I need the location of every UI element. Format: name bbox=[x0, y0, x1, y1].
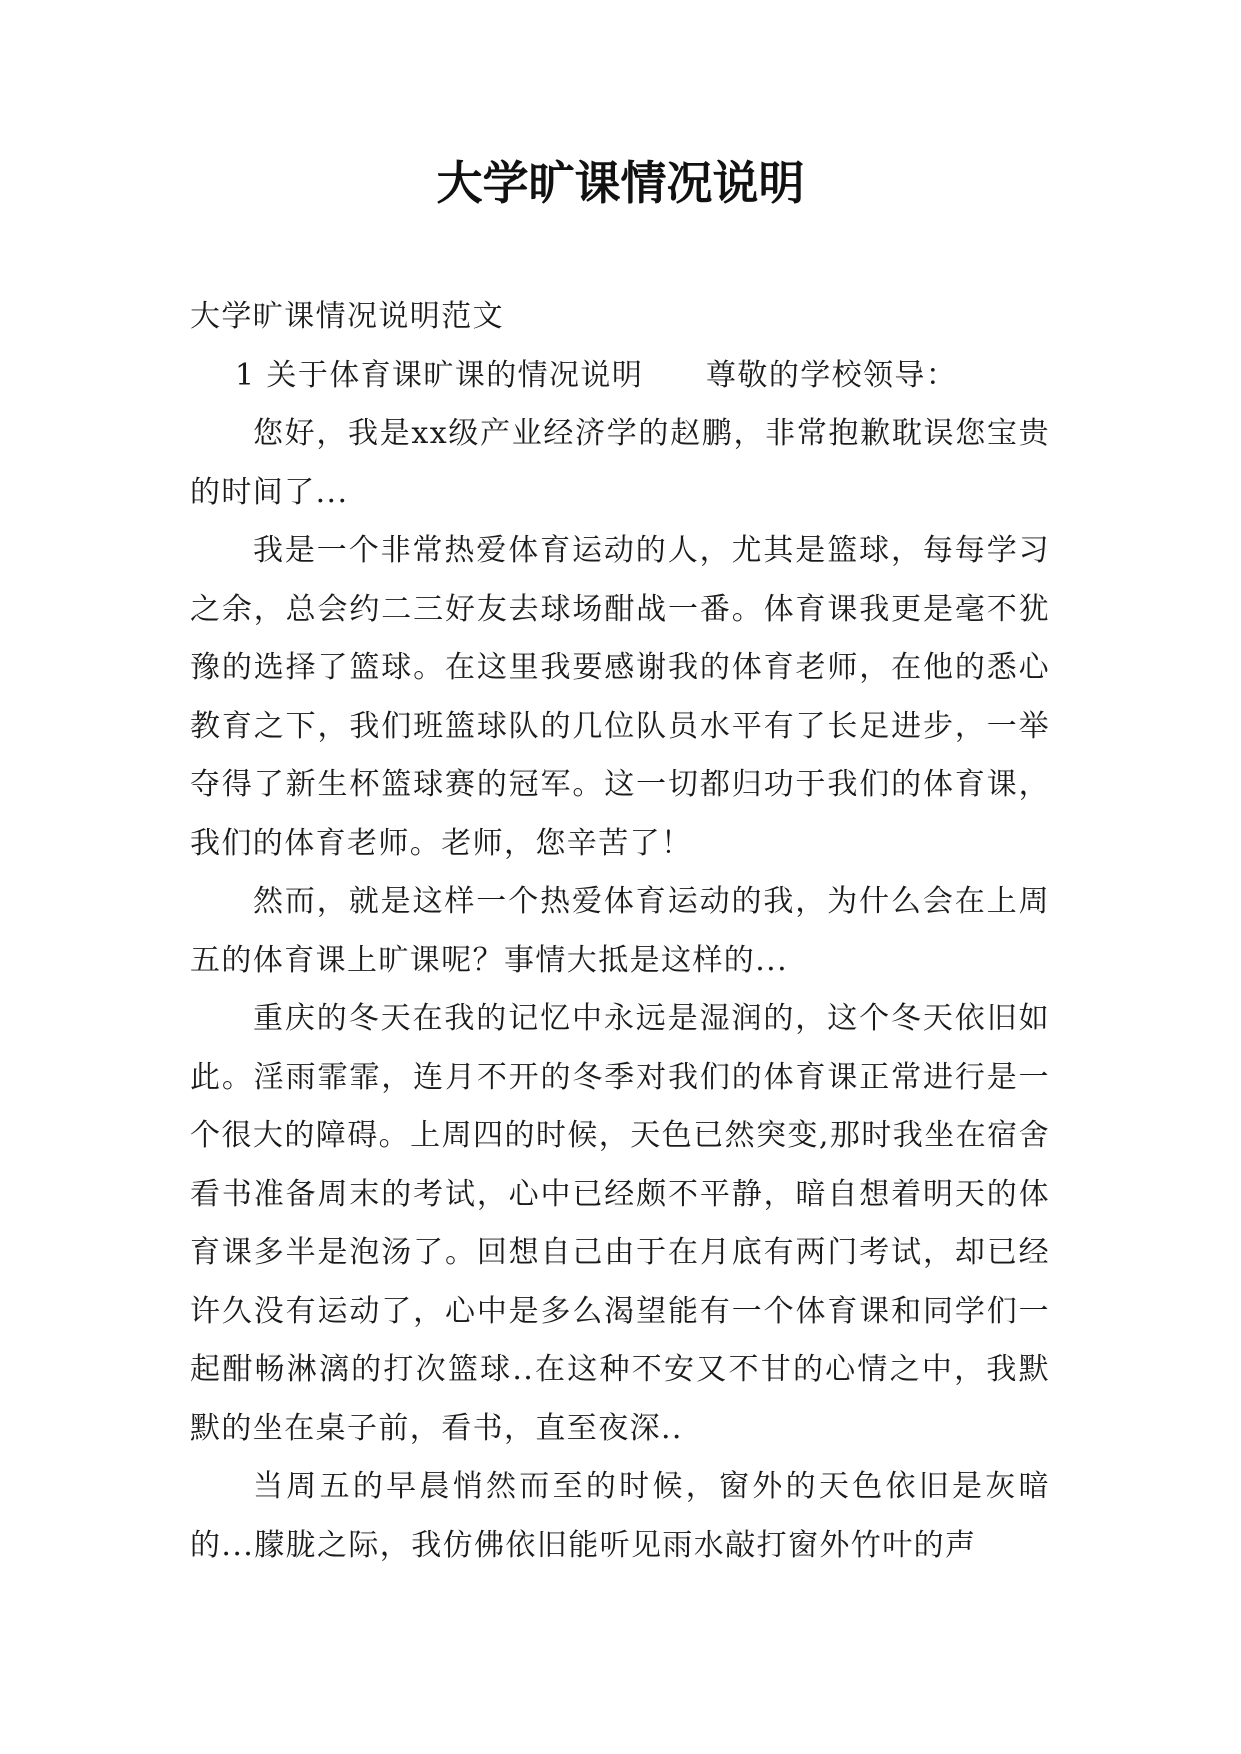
document-subtitle: 大学旷课情况说明范文 bbox=[190, 299, 504, 334]
paragraph: 我是一个非常热爱体育运动的人，尤其是篮球，每每学习之余，总会约二三好友去球场酣战一番。体育课我更是毫不犹豫的选择了篮球。在这里我要感谢我的体育老师，在他的悉心教育之下，我们班篮球队的几位队员水平有了长足进步，一举夺得了新生杯篮球赛的冠军。这一切都归功于我们的体育课，我们的体育老师。老师，您辛苦了！ bbox=[190, 533, 1050, 861]
paragraph: 然而，就是这样一个热爱体育运动的我，为什么会在上周五的体育课上旷课呢？事情大抵是这样的... bbox=[190, 884, 1050, 978]
document-title: 大学旷课情况说明 bbox=[436, 156, 805, 210]
section-heading: 1 关于体育课旷课的情况说明 尊敬的学校领导： bbox=[235, 357, 958, 393]
paragraph: 当周五的早晨悄然而至的时候，窗外的天色依旧是灰暗的...朦胧之际，我仿佛依旧能听见雨水敲打窗外竹叶的声 bbox=[190, 1469, 1050, 1563]
document-body bbox=[190, 288, 1050, 1575]
paragraph: 重庆的冬天在我的记忆中永远是湿润的，这个冬天依旧如此。淫雨霏霏，连月不开的冬季对我们的体育课正常进行是一个很大的障碍。上周四的时候，天色已然突变,那时我坐在宿舍看书准备周末的考试，心中已经颇不平静，暗自想着明天的体育课多半是泡汤了。回想自己由于在月底有两门考试，却已经许久没有运动了，心中是多么渴望能有一个体育课和同学们一起酣畅淋漓的打次篮球..在这种不安又不甘的心情之中，我默默的坐在桌子前，看书，直至夜深.. bbox=[190, 1001, 1050, 1446]
paragraph: 您好，我是xx级产业经济学的赵鹏，非常抱歉耽误您宝贵的时间了... bbox=[190, 416, 1050, 510]
